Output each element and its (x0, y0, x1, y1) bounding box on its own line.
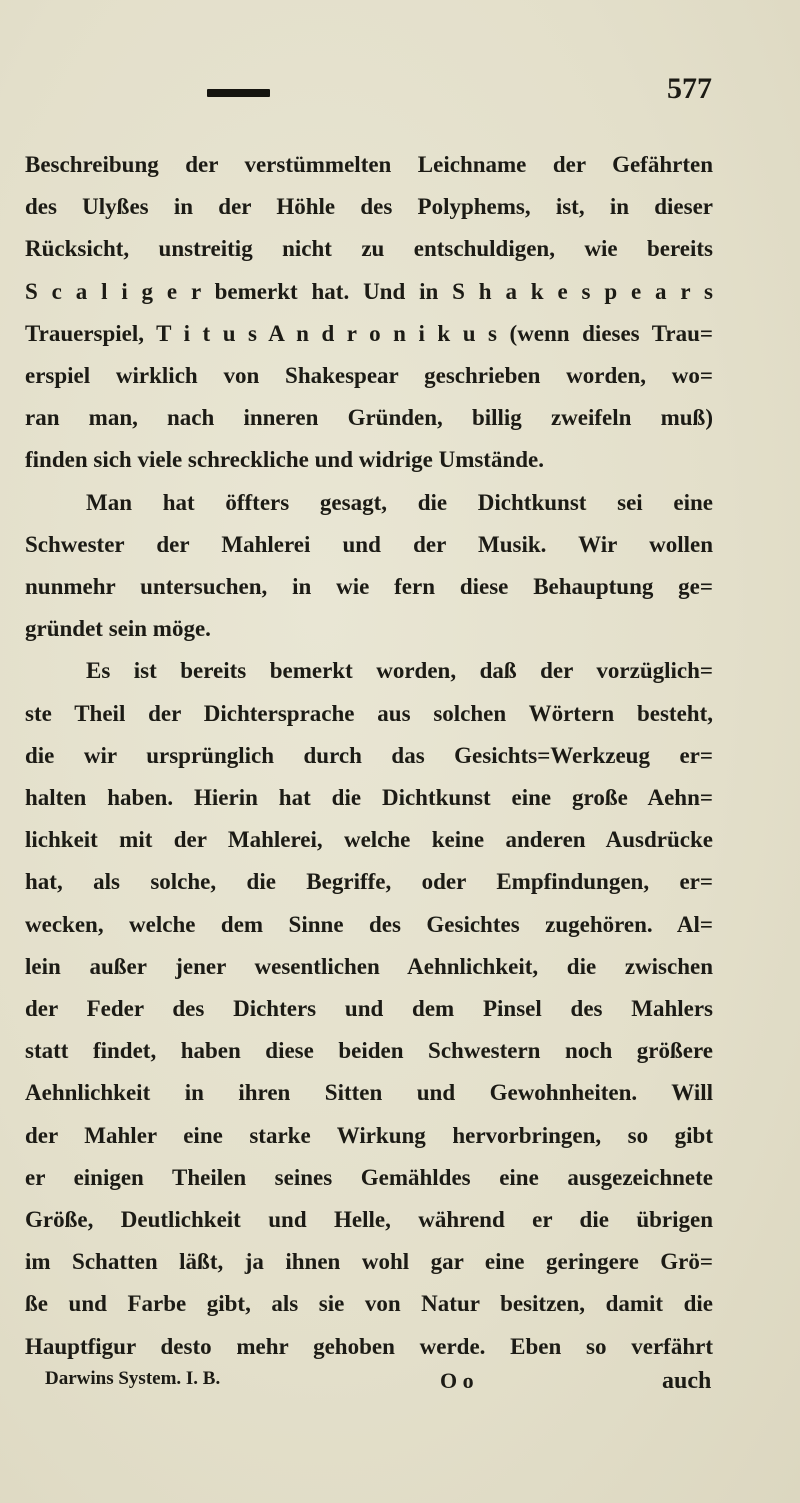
page-number: 577 (667, 72, 712, 105)
text-line: Trauerspiel, T i t u s A n d r o n i k u s (wenn dieses Trau= (25, 320, 713, 346)
text-line: Schwester der Mahlerei und der Musik. Wir wollen (25, 531, 713, 557)
text-line: die wir ursprünglich durch das Gesichts=Werkzeug er= (25, 742, 713, 768)
text-line: Hauptfigur desto mehr gehoben werde. Eben so verfährt (25, 1333, 713, 1359)
text-line: ste Theil der Dichtersprache aus solchen Wörtern besteht, (25, 700, 713, 726)
text-line: Rücksicht, unstreitig nicht zu entschuldigen, wie bereits (25, 236, 713, 262)
text-line: lichkeit mit der Mahlerei, welche keine anderen Ausdrücke (25, 827, 713, 853)
catchword: auch (662, 1368, 712, 1394)
header-rule (207, 89, 270, 97)
text-line: S c a l i g e r bemerkt hat. Und in S h a k e s p e a r s (25, 278, 713, 304)
text-line: hat, als solche, die Begriffe, oder Empfindungen, er= (25, 869, 713, 895)
text-line: des Ulyßes in der Höhle des Polyphems, ist, in dieser (25, 194, 713, 220)
text-line: Man hat öffters gesagt, die Dichtkunst sei eine (86, 489, 713, 515)
text-line: lein außer jener wesentlichen Aehnlichkeit, die zwischen (25, 953, 713, 979)
text-line: erspiel wirklich von Shakespear geschrieben worden, wo= (25, 363, 713, 388)
text-line: statt findet, haben diese beiden Schwestern noch größere (25, 1038, 713, 1064)
text-line: Es ist bereits bemerkt worden, daß der vorzüglich= (86, 658, 713, 684)
text-line: der Feder des Dichters und dem Pinsel des Mahlers (25, 996, 713, 1021)
text-line: ße und Farbe gibt, als sie von Natur besitzen, damit die (25, 1291, 713, 1317)
text-line: nunmehr untersuchen, in wie fern diese Behauptung ge= (25, 574, 713, 599)
text-line: im Schatten läßt, ja ihnen wohl gar eine geringere Grö= (25, 1249, 713, 1275)
text-line: halten haben. Hierin hat die Dichtkunst eine große Aehn= (25, 785, 713, 810)
signature-mark: O o (440, 1368, 474, 1393)
signature-title: Darwins System. I. B. (45, 1368, 221, 1389)
text-line: er einigen Theilen seines Gemähldes eine ausgezeichnete (25, 1164, 713, 1190)
text-line: der Mahler eine starke Wirkung hervorbringen, so gibt (25, 1122, 713, 1148)
text-line: Aehnlichkeit in ihren Sitten und Gewohnheiten. Will (25, 1080, 713, 1106)
text-line: wecken, welche dem Sinne des Gesichtes zugehören. Al= (25, 911, 713, 937)
text-line: ran man, nach inneren Gründen, billig zweifeln muß) (25, 405, 713, 431)
text-line: finden sich viele schreckliche und widrige Umstände. (25, 447, 545, 473)
text-line: Größe, Deutlichkeit und Helle, während er die übrigen (25, 1207, 713, 1232)
text-line: Beschreibung der verstümmelten Leichname der Gefährten (25, 152, 713, 177)
text-line: gründet sein möge. (25, 616, 211, 642)
